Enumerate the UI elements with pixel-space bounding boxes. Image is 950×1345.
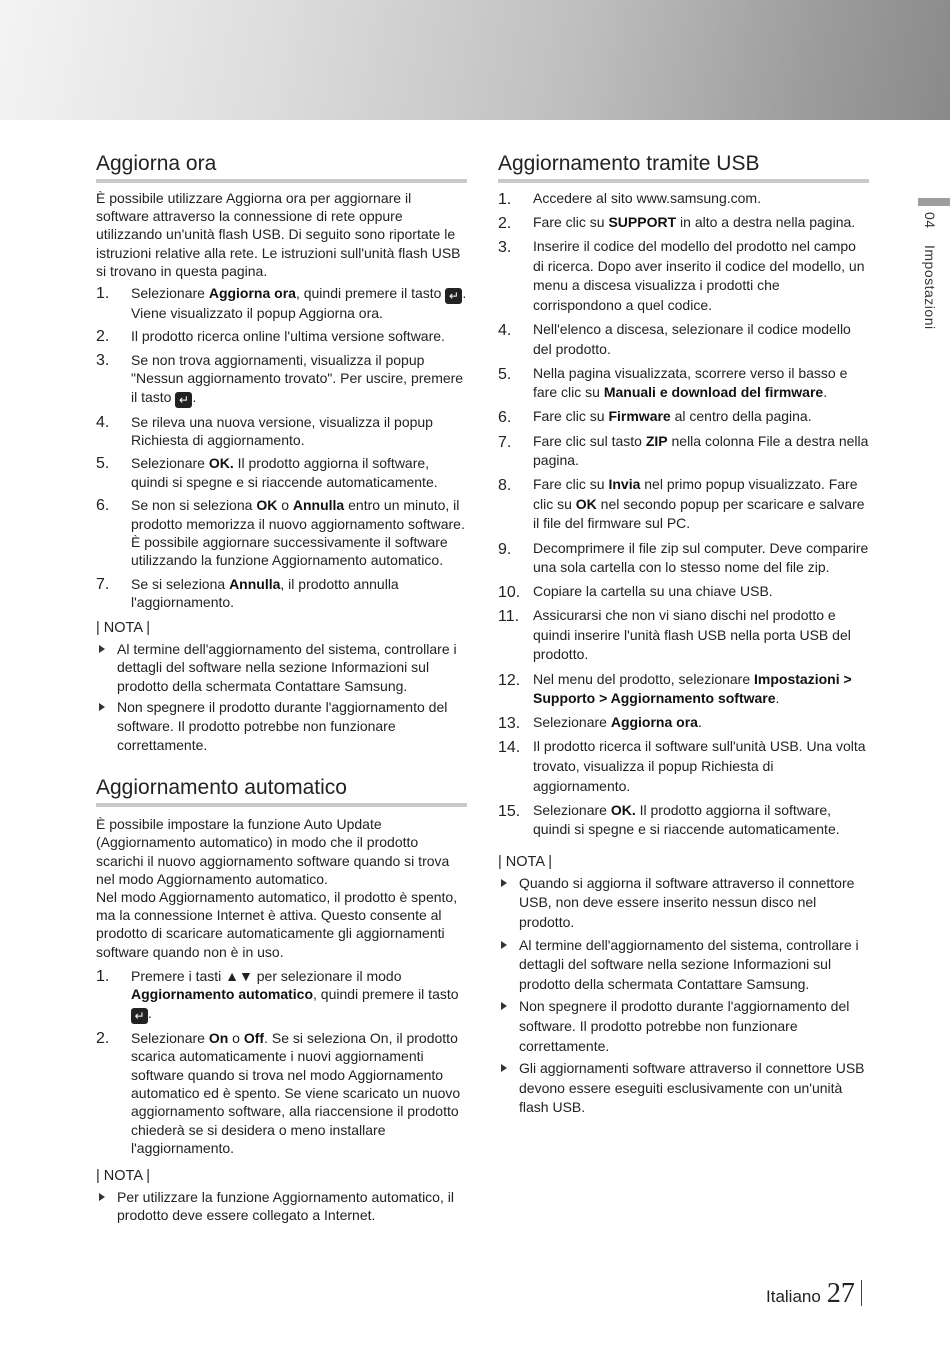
enter-key-icon: ↵: [445, 288, 462, 304]
step-item: 9. Decomprimere il file zip sul computer. Deve comparire una sola cartella con lo stesso nome del file zip.: [498, 539, 869, 576]
step-item: 4. Nell'elenco a discesa, selezionare il codice modello del prodotto.: [498, 321, 851, 357]
nota-label: | NOTA |: [498, 853, 552, 870]
auto-intro-2: Nel modo Aggiornamento automatico, il prodotto è spento, ma la connessione Internet è attiva. Questo consente al prodotto di scaricare automaticamente gli aggiornamenti software quando non è in uso.: [96, 889, 458, 960]
triangle-bullet-icon: [99, 1193, 105, 1201]
steps-list-usb: [498, 189, 869, 840]
step-item: 6. Se non si seleziona OK o Annulla entro un minuto, il prodotto memorizza il nuovo aggiornamento software. È possibile aggiornare successivamente il software utilizzando la funzione Aggiornamento automatico.: [96, 497, 465, 569]
note-item: Non spegnere il prodotto durante l'aggiornamento del software. Il prodotto potrebbe non funzionare correttamente.: [96, 698, 467, 754]
header-gradient-band: [0, 0, 950, 120]
left-column: [96, 152, 467, 1228]
step-item: 12. Nel menu del prodotto, selezionare Impostazioni > Supporto > Aggiornamento software.: [498, 670, 852, 707]
note-item: Per utilizzare la funzione Aggiornamento automatico, il prodotto deve essere collegato a Internet.: [96, 1188, 467, 1225]
chapter-side-label: [922, 212, 938, 330]
section-title-aggiorna-ora: Aggiorna ora: [96, 152, 467, 183]
chapter-number: 04: [922, 212, 938, 229]
step-item: 3. Inserire il codice del modello del prodotto nel campo di ricerca. Dopo aver inserito il codice del modello, un menu a discesa visualizza i prodotti che corrispondono a quel codice.: [498, 238, 865, 313]
enter-key-icon: ↵: [175, 392, 192, 408]
step-item: 3. Se non trova aggiornamenti, visualizza il popup "Nessun aggiornamento trovato". Per uscire, premere il tasto ↵ .: [96, 351, 464, 407]
step-item: 4. Se rileva una nuova versione, visualizza il popup Richiesta di aggiornamento.: [96, 413, 433, 449]
step-item: 2. Fare clic su SUPPORT in alto a destra nella pagina.: [498, 214, 856, 233]
section-aggiornamento-automatico: [96, 776, 467, 1224]
note-item: Al termine dell'aggiornamento del sistema, controllare i dettagli del software nella sezione Informazioni sul prodotto della schermata Contattare Samsung.: [96, 640, 467, 696]
notes-list: [498, 874, 869, 1118]
triangle-bullet-icon: [501, 879, 507, 887]
auto-intro-1: È possibile impostare la funzione Auto Update (Aggiornamento automatico) in modo che il prodotto scarichi il nuovo aggiornamento software quando si trova nel modo Aggiornamento automatico.: [96, 816, 450, 887]
steps-list-aggiorna-ora: [96, 284, 467, 612]
nota-label: | NOTA |: [96, 1167, 150, 1184]
section-title-aggiornamento-automatico: Aggiornamento automatico: [96, 776, 467, 807]
intro-paragraph: È possibile utilizzare Aggiorna ora per aggiornare il software attraverso la connessione di rete oppure utilizzando un'unità flash USB. Di seguito sono riportate le istruzioni relative alla rete. Le istruzioni sull'unità flash USB si trovano in questa pagina.: [96, 190, 461, 279]
step-item: 5. Selezionare OK. Il prodotto aggiorna il software, quindi si spegne e si riaccende automaticamente.: [96, 455, 438, 490]
footer-language: Italiano: [766, 1287, 821, 1306]
step-item: 2. Il prodotto ricerca online l'ultima versione software.: [96, 328, 445, 346]
step-item: 1. Selezionare Aggiorna ora, quindi premere il tasto ↵ . Viene visualizzato il popup Aggiorna ora.: [96, 285, 467, 322]
note-item: Quando si aggiorna il software attraverso il connettore USB, non deve essere inserito nessun disco nel prodotto.: [498, 874, 869, 933]
right-column: [498, 152, 869, 1121]
chapter-title: Impostazioni: [922, 244, 938, 330]
chapter-tab-marker: [918, 198, 950, 206]
enter-key-icon: ↵: [131, 1008, 148, 1024]
step-item: 7. Se si seleziona Annulla, il prodotto annulla l'aggiornamento.: [96, 575, 399, 611]
note-item: Non spegnere il prodotto durante l'aggiornamento del software. Il prodotto potrebbe non funzionare correttamente.: [498, 997, 869, 1056]
step-item: 8. Fare clic su Invia nel primo popup visualizzato. Fare clic su OK nel secondo popup per scaricare e salvare il file del firmware sul PC.: [498, 476, 865, 532]
step-item: 5. Nella pagina visualizzata, scorrere verso il basso e fare clic su Manuali e download del firmware.: [498, 364, 848, 401]
steps-list-auto: [96, 967, 467, 1158]
step-item: 6. Fare clic su Firmware al centro della pagina.: [498, 408, 812, 427]
notes-list: [96, 640, 467, 755]
step-item: 7. Fare clic sul tasto ZIP nella colonna File a destra nella pagina.: [498, 432, 869, 469]
step-item: 13. Selezionare Aggiorna ora.: [498, 714, 702, 733]
section-title-usb: Aggiornamento tramite USB: [498, 152, 869, 183]
step-item: 14. Il prodotto ricerca il software sull'unità USB. Una volta trovato, visualizza il popup Richiesta di aggiornamento.: [498, 738, 866, 794]
page-footer: [766, 1278, 862, 1310]
note-item: Gli aggiornamenti software attraverso il connettore USB devono essere eseguiti esclusivamente con un'unità flash USB.: [498, 1059, 869, 1118]
triangle-bullet-icon: [501, 941, 507, 949]
nota-label: | NOTA |: [96, 619, 150, 636]
footer-divider: [861, 1280, 862, 1306]
step-item: 1. Accedere al sito www.samsung.com.: [498, 190, 761, 208]
step-item: 1. Premere i tasti ▲▼ per selezionare il modo Aggiornamento automatico, quindi premere il tasto ↵ .: [96, 967, 459, 1023]
page-number: 27: [826, 1278, 855, 1309]
triangle-bullet-icon: [501, 1002, 507, 1010]
step-item: 15. Selezionare OK. Il prodotto aggiorna il software, quindi si spegne e si riaccende automaticamente.: [498, 801, 840, 838]
triangle-bullet-icon: [99, 645, 105, 653]
triangle-bullet-icon: [501, 1064, 507, 1072]
triangle-bullet-icon: [99, 703, 105, 711]
step-item: 11. Assicurarsi che non vi siano dischi nel prodotto e quindi inserire l'unità flash USB nella porta USB del prodotto.: [498, 607, 851, 663]
step-item: 2. Selezionare On o Off. Se si seleziona On, il prodotto scarica automaticamente i nuovi aggiornamenti software quando si trova nel modo Aggiornamento automatico ed è spento. Se viene scaricato un nuovo aggiornamento software, alla riaccensione il prodotto chiederà se si desidera o meno installare l'aggiornamento.: [96, 1029, 461, 1157]
note-item: Al termine dell'aggiornamento del sistema, controllare i dettagli del software nella sezione Informazioni sul prodotto della schermata Contattare Samsung.: [498, 936, 869, 995]
step-item: 10. Copiare la cartella su una chiave USB.: [498, 583, 773, 602]
notes-list: [96, 1188, 467, 1225]
